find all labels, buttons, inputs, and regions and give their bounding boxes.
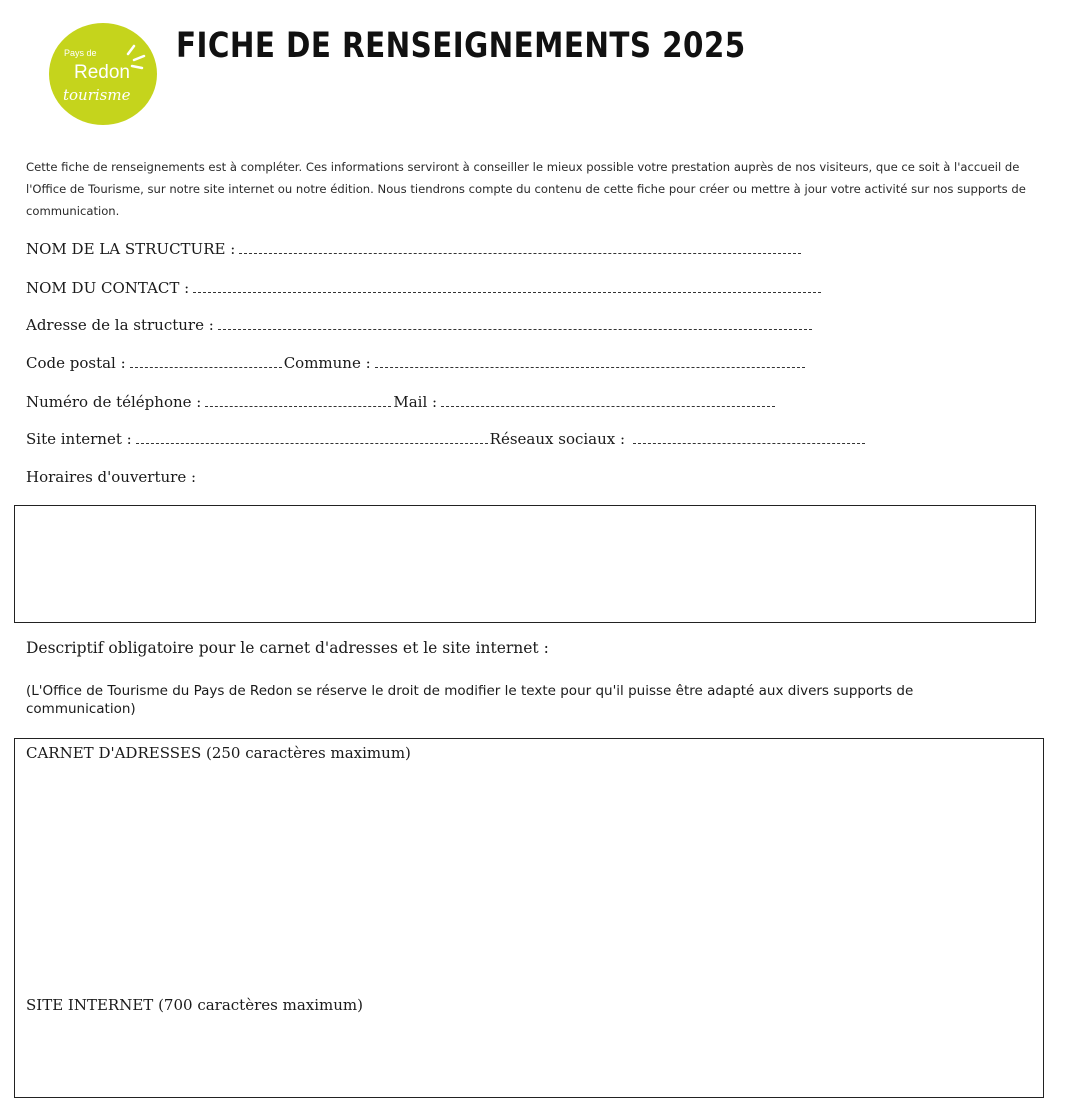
svg-text:tourisme: tourisme	[63, 86, 131, 104]
field-structure[interactable]	[26, 240, 803, 258]
field-reseaux-label: Réseaux sociaux :	[489, 430, 626, 448]
intro-text: Cette fiche de renseignements est à compléter. Ces informations serviront à conseiller le mieux possible votre prestation auprès de nos visiteurs, que ce soit à l'accueil de l'Office de Tourisme, sur notre site internet ou notre édition. Nous tiendrons compte du contenu de cette fiche pour créer ou mettre à jour votre activité sur nos supports de communication.	[26, 160, 1026, 218]
field-reseaux-line[interactable]	[633, 431, 865, 444]
horaires-textarea[interactable]	[14, 505, 1036, 623]
field-code-postal-label: Code postal :	[26, 354, 126, 372]
field-contact[interactable]	[26, 279, 823, 297]
field-structure-label: NOM DE LA STRUCTURE :	[26, 240, 236, 258]
svg-text:Pays de: Pays de	[64, 48, 97, 58]
descriptif-note: (L'Office de Tourisme du Pays de Redon se réserve le droit de modifier le texte pour qu'il puisse être adapté aux divers supports de communication)	[26, 683, 914, 717]
field-site-reseaux[interactable]	[26, 430, 867, 448]
field-telephone-mail[interactable]	[26, 393, 777, 411]
field-commune-label: Commune :	[283, 354, 371, 372]
field-horaires-label: Horaires d'ouverture :	[26, 468, 197, 486]
descriptif-textarea[interactable]	[14, 738, 1044, 1098]
field-code-postal-commune[interactable]	[26, 354, 807, 372]
field-contact-label: NOM DU CONTACT :	[26, 279, 190, 297]
field-telephone-line[interactable]	[205, 394, 391, 407]
field-code-postal-line[interactable]	[130, 355, 282, 368]
field-contact-line[interactable]	[193, 280, 821, 293]
carnet-adresses-label: CARNET D'ADRESSES (250 caractères maximum)	[26, 744, 411, 762]
svg-text:Redon: Redon	[74, 62, 130, 83]
field-structure-line[interactable]	[239, 241, 801, 254]
field-telephone-label: Numéro de téléphone :	[26, 393, 202, 411]
descriptif-heading: Descriptif obligatoire pour le carnet d'adresses et le site internet :	[26, 639, 549, 657]
field-mail-label: Mail :	[393, 393, 438, 411]
field-site-line[interactable]	[136, 431, 488, 444]
page-title: FICHE DE RENSEIGNEMENTS 2025	[176, 26, 746, 66]
pays-de-redon-tourisme-logo	[48, 22, 158, 126]
field-adresse-line[interactable]	[218, 317, 812, 330]
field-adresse-label: Adresse de la structure :	[26, 316, 214, 334]
field-site-label: Site internet :	[26, 430, 132, 448]
site-internet-label: SITE INTERNET (700 caractères maximum)	[26, 996, 363, 1014]
field-mail-line[interactable]	[441, 394, 775, 407]
field-adresse[interactable]	[26, 316, 814, 334]
field-horaires	[26, 468, 196, 486]
field-commune-line[interactable]	[375, 355, 805, 368]
